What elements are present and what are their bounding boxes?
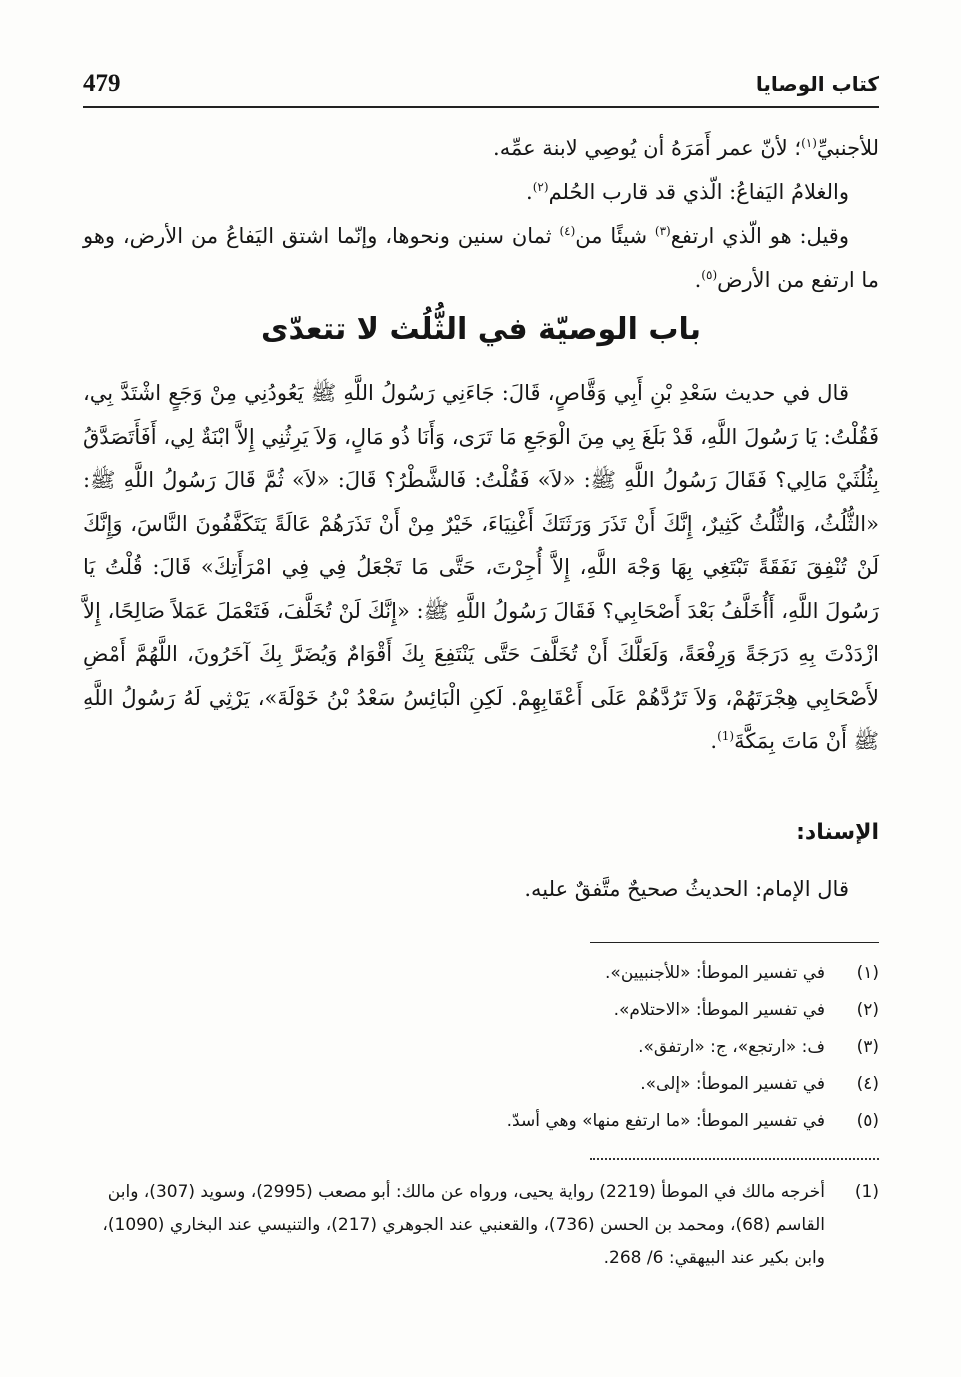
footnote-item	[83, 1066, 879, 1103]
isnad-heading: الإسناد:	[796, 820, 879, 845]
hadith-block	[83, 372, 879, 764]
footnote-item	[83, 992, 879, 1029]
header-rule	[83, 106, 879, 108]
intro-text-3c: ثمان سنين ونحوها، وإنّما اشتق اليَفاعُ من الأرض، وهو ما ارتفع من الأرض	[83, 224, 879, 292]
intro-text-1b: ؛ لأنّ عمر أَمَرَهُ أن يُوصِي لابنة عمِّه.	[493, 136, 802, 160]
footnote-number: (٥)	[856, 1111, 879, 1131]
footnote-number: (٢)	[856, 1000, 879, 1020]
footnote-list	[83, 955, 879, 1140]
hadith-ref: (1)	[717, 729, 735, 743]
footnotes-block	[83, 955, 879, 1140]
footnote-text: في تفسير الموطأ: «إلى».	[640, 1074, 825, 1094]
footnote-text: ف: «ارتجع»، ج: «ارتفق».	[638, 1037, 825, 1057]
running-header	[83, 70, 879, 106]
footnote-item	[83, 955, 879, 992]
footnote-ref-3: (٣)	[654, 224, 671, 238]
page-number: 479	[83, 70, 121, 97]
intro-text-3a: وقيل: هو الّذي ارتفع	[670, 224, 849, 248]
hadith-end: .	[710, 729, 718, 753]
source-note	[83, 1176, 879, 1275]
footnote-ref-2: (٢)	[532, 180, 549, 194]
source-note-number: (1)	[854, 1182, 879, 1202]
intro-block	[83, 126, 879, 302]
intro-line-2	[83, 170, 879, 214]
source-note-block	[83, 1176, 879, 1275]
footnote-rule	[590, 942, 879, 943]
intro-line-1	[83, 126, 879, 170]
footnote-text: في تفسير الموطأ: «الاحتلام».	[613, 1000, 825, 1020]
source-note-text: أخرجه مالك في الموطأ (2219) رواية يحيى، ورواه عن مالك: أبو مصعب (2995)، وسويد (307)، وابن القاسم (68)، ومحمد بن الحسن (736)، والقعنبي عند الجوهري (217)، والتنيسي عند البخاري (1090)، وابن بكير عند البيهقي: 6/ 268.	[102, 1182, 825, 1268]
footnote-dotted-rule	[590, 1158, 879, 1160]
footnote-ref-1: (١)	[801, 136, 817, 150]
footnote-item	[83, 1103, 879, 1140]
intro-text-2: والغلامُ اليَفاعُ: الّذي قد قارب الحُلم	[548, 180, 849, 204]
chapter-title: باب الوصيّة في الثُّلُث لا تتعدّى	[260, 312, 702, 347]
intro-text-3b: شيئًا من	[575, 224, 655, 248]
footnote-text: في تفسير الموطأ: «للأجنبيين».	[605, 963, 825, 983]
footnote-number: (١)	[856, 963, 879, 983]
intro-text-1: للأجنبيِّ	[816, 136, 879, 160]
book-title: كتاب الوصايا	[755, 72, 879, 96]
footnote-item	[83, 1029, 879, 1066]
footnote-ref-4: (٤)	[559, 224, 576, 238]
footnote-number: (٤)	[856, 1074, 879, 1094]
isnad-text: قال الإمام: الحديثُ صحيحٌ متَّفقٌ عليه.	[524, 877, 849, 901]
intro-text-3-end: .	[694, 268, 702, 292]
intro-paragraph-3	[83, 214, 879, 302]
footnote-number: (٣)	[856, 1037, 879, 1057]
isnad-block	[83, 820, 879, 911]
footnote-ref-5: (٥)	[701, 268, 718, 282]
intro-text-2-end: .	[526, 180, 533, 204]
hadith-text	[83, 372, 879, 764]
footnote-text: في تفسير الموطأ: «ما ارتفع منها» وهي أسدّ.	[506, 1111, 825, 1131]
hadith-body: قال في حديث سَعْدِ بْنِ أَبِي وَقَّاصٍ، قَالَ: جَاءَنِي رَسُولُ اللَّهِ ﷺ يَعُودُنِي مِنْ وَجَعٍ اشْتَدَّ بِي، فَقُلْتُ: يَا رَسُولَ اللَّهِ، قَدْ بَلَغَ بِي مِنَ الْوَجَعِ مَا تَرَى، وَأَنَا ذُو مَالٍ، وَلاَ يَرِثُنِي إِلاَّ ابْنَةٌ لِي، أَفَأَتَصَدَّقُ بِثُلُثَيْ مَالِي؟ فَقَالَ رَسُولُ اللَّهِ ﷺ: «لاَ» فَقُلْتُ: فَالشَّطْرُ؟ قَالَ: «لاَ» ثُمَّ قَالَ رَسُولُ اللَّهِ ﷺ: «الثُّلُثُ، وَالثُّلُثُ كَثِيرٌ، إِنَّكَ أَنْ تَذَرَ وَرَثَتَكَ أَغْنِيَاءَ، خَيْرٌ مِنْ أَنْ تَذَرَهُمْ عَالَةً يَتَكَفَّفُونَ النَّاسَ، وَإِنَّكَ لَنْ تُنْفِقَ نَفَقَةً تَبْتَغِي بِهَا وَجْهَ اللَّهِ، إِلاَّ أُجِرْتَ، حَتَّى مَا تَجْعَلُ فِي فِي امْرَأَتِكَ» قَالَ: قُلْتُ يَا رَسُولَ اللَّهِ، أَأُخَلَّفُ بَعْدَ أَصْحَابِي؟ فَقَالَ رَسُولُ اللَّهِ ﷺ: «إِنَّكَ لَنْ تُخَلَّفَ، فَتَعْمَلَ عَمَلاً صَالِحًا، إِلاَّ ازْدَدْتَ بِهِ دَرَجَةً وَرِفْعَةً، وَلَعَلَّكَ أَنْ تُخَلَّفَ حَتَّى يَنْتَفِعَ بِكَ أَقْوَامٌ وَيُضَرَّ بِكَ آخَرُونَ، اللَّهُمَّ أَمْضِ لأَصْحَابِي هِجْرَتَهُمْ، وَلاَ تَرُدَّهُمْ عَلَى أَعْقَابِهِمْ. لَكِنِ الْبَائِسُ سَعْدُ بْنُ خَوْلَةَ»، يَرْثِي لَهُ رَسُولُ اللَّهِ ﷺ أَنْ مَاتَ بِمَكَّةَ	[83, 381, 879, 753]
